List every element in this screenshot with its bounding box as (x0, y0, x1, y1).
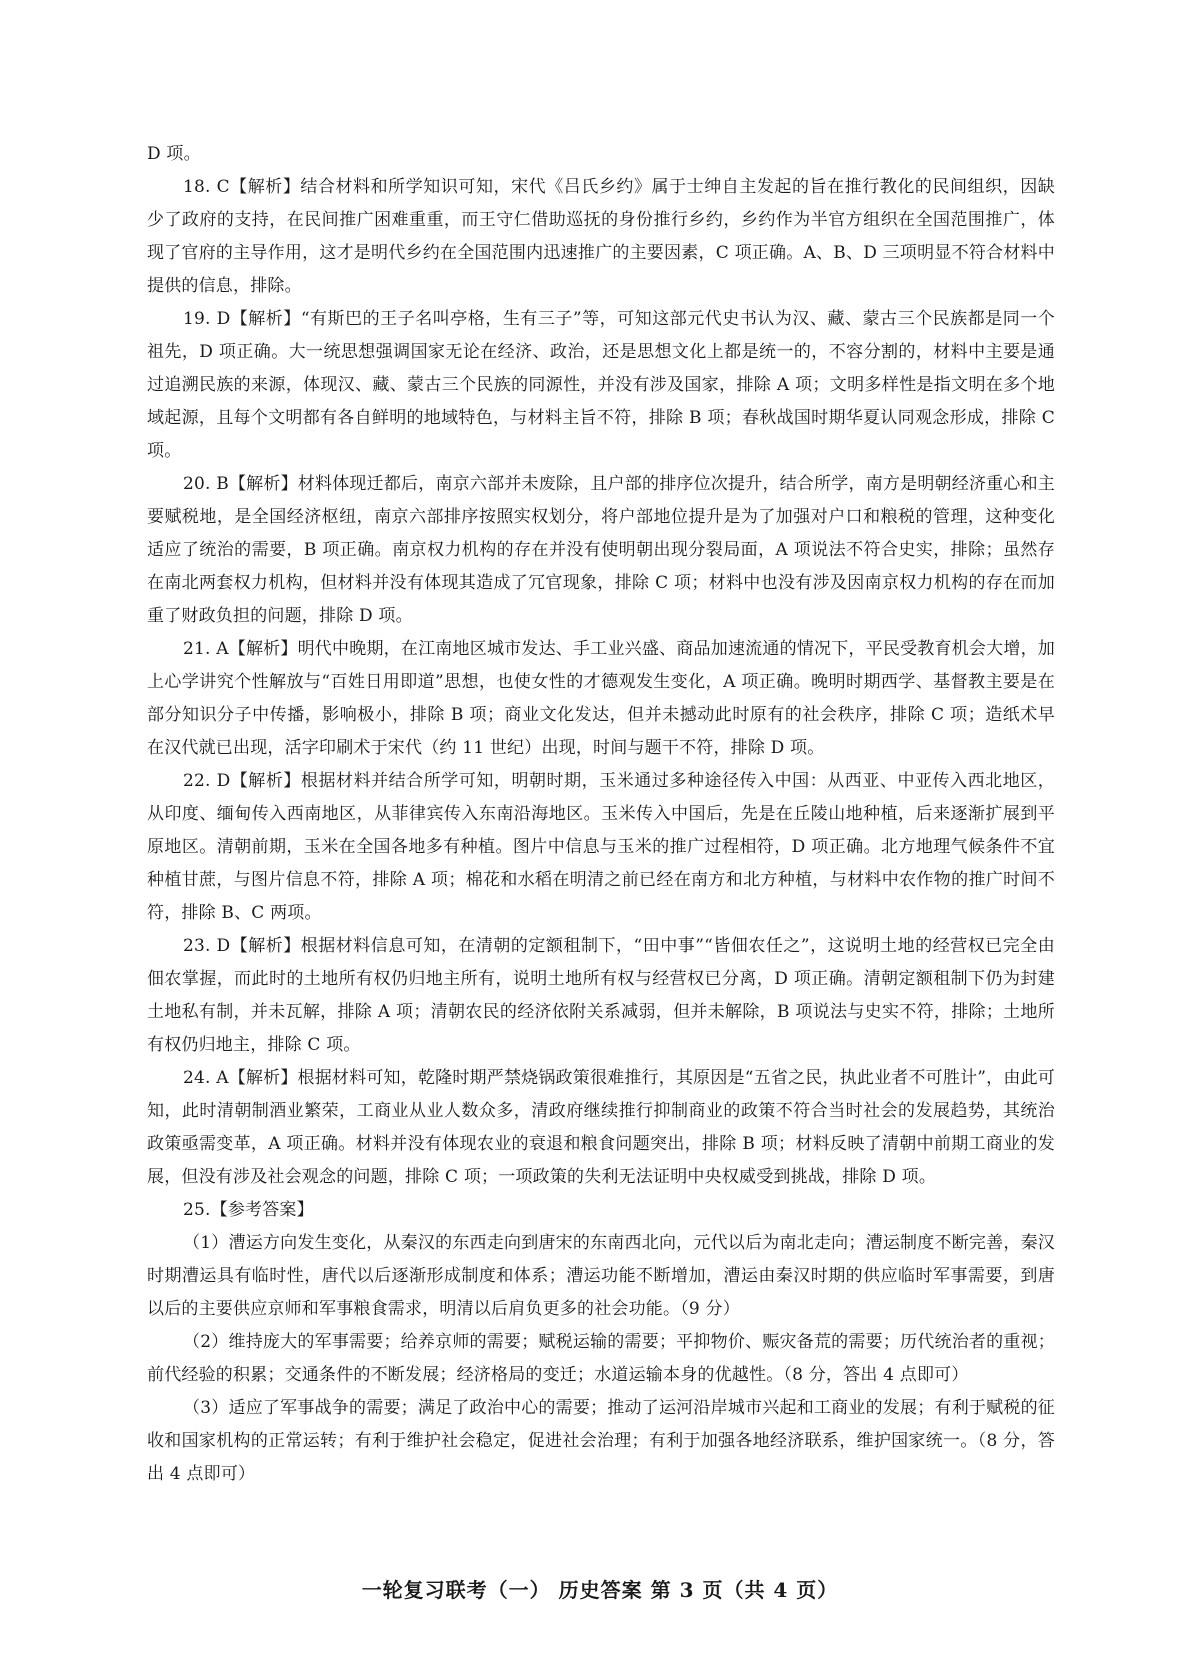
answer-22: 22. D【解析】根据材料并结合所学可知，明朝时期，玉米通过多种途径传入中国：从西亚、中亚传入西北地区，从印度、缅甸传入西南地区，从菲律宾传入东南沿海地区。玉米传入中国后，先是在丘陵山地种植，后来逐渐扩展到平原地区。清朝前期，玉米在全国各地多有种植。图片中信息与玉米的推广过程相符，D 项正确。北方地理气候条件不宜种植甘蔗，与图片信息不符，排除 A 项；棉花和水稻在明清之前已经在南方和北方种植，与材料中农作物的推广时间不符，排除 B、C 两项。 (147, 771, 1055, 923)
paragraph-d-item-tail: D 项。 (147, 144, 201, 164)
answer-20: 20. B【解析】材料体现迁都后，南京六部并未废除，且户部的排序位次提升，结合所学，南方是明朝经济重心和主要赋税地，是全国经济枢纽，南京六部排序按照实权划分，将户部地位提升是为了加强对户口和粮税的管理，这种变化适应了统治的需要，B 项正确。南京权力机构的存在并没有使明朝出现分裂局面，A 项说法不符合史实，排除；虽然存在南北两套权力机构，但材料并没有体现其造成了冗官现象，排除 C 项；材料中也没有涉及因南京权力机构的存在而加重了财政负担的问题，排除 D 项。 (147, 474, 1055, 626)
answer-19: 19. D【解析】“有斯巴的王子名叫亭格，生有三子”等，可知这部元代史书认为汉、藏、蒙古三个民族都是同一个祖先，D 项正确。大一统思想强调国家无论在经济、政治，还是思想文化上都是统一的，不容分割的，材料中主要是通过追溯民族的来源，体现汉、藏、蒙古三个民族的同源性，并没有涉及国家，排除 A 项；文明多样性是指文明在多个地域起源，且每个文明都有各自鲜明的地域特色，与材料主旨不符，排除 B 项；春秋战国时期华夏认同观念形成，排除 C 项。 (147, 309, 1055, 461)
answer-25-part-1: （1）漕运方向发生变化，从秦汉的东西走向到唐宋的东南西北向，元代以后为南北走向；漕运制度不断完善，秦汉时期漕运具有临时性，唐代以后逐渐形成制度和体系；漕运功能不断增加，漕运由秦汉时期的供应临时军事需要，到唐以后的主要供应京师和军事粮食需求，明清以后肩负更多的社会功能。（9 分） (147, 1233, 1055, 1319)
page-footer: 一轮复习联考（一） 历史答案 第 3 页（共 4 页） (361, 1578, 839, 1602)
answer-21: 21. A【解析】明代中晚期，在江南地区城市发达、手工业兴盛、商品加速流通的情况下，平民受教育机会大增，加上心学讲究个性解放与“百姓日用即道”思想，也使女性的才德观发生变化，A 项正确。晚明时期西学、基督教主要是在部分知识分子中传播，影响极小，排除 B 项；商业文化发达，但并未撼动此时原有的社会秩序，排除 C 项；造纸术早在汉代就已出现，活字印刷术于宋代（约 11 世纪）出现，时间与题干不符，排除 D 项。 (147, 639, 1055, 758)
answer-25-heading: 25.【参考答案】 (183, 1200, 314, 1220)
answer-25-part-2: （2）维持庞大的军事需要；给养京师的需要；赋税运输的需要；平抑物价、赈灾备荒的需要；历代统治者的重视；前代经验的积累；交通条件的不断发展；经济格局的变迁；水道运输本身的优越性。（8 分，答出 4 点即可） (147, 1332, 1055, 1385)
answer-18: 18. C【解析】结合材料和所学知识可知，宋代《吕氏乡约》属于士绅自主发起的旨在推行教化的民间组织，因缺少了政府的支持，在民间推广困难重重，而王守仁借助巡抚的身份推行乡约，乡约作为半官方组织在全国范围推广，体现了官府的主导作用，这才是明代乡约在全国范围内迅速推广的主要因素，C 项正确。A、B、D 三项明显不符合材料中提供的信息，排除。 (147, 177, 1055, 296)
answer-24: 24. A【解析】根据材料可知，乾隆时期严禁烧锅政策很难推行，其原因是“五省之民，执此业者不可胜计”，由此可知，此时清朝制酒业繁荣，工商业从业人数众多，清政府继续推行抑制商业的政策不符合当时社会的发展趋势，其统治政策亟需变革，A 项正确。材料并没有体现农业的衰退和粮食问题突出，排除 B 项；材料反映了清朝中前期工商业的发展，但没有涉及社会观念的问题，排除 C 项；一项政策的失利无法证明中央权威受到挑战，排除 D 项。 (147, 1068, 1055, 1187)
document-body (147, 138, 1055, 1491)
answer-25-part-3: （3）适应了军事战争的需要；满足了政治中心的需要；推动了运河沿岸城市兴起和工商业的发展；有利于赋税的征收和国家机构的正常运转；有利于维护社会稳定，促进社会治理；有利于加强各地经济联系，维护国家统一。（8 分，答出 4 点即可） (147, 1398, 1055, 1484)
answer-23: 23. D【解析】根据材料信息可知，在清朝的定额租制下，“田中事”“皆佃农任之”，这说明土地的经营权已完全由佃农掌握，而此时的土地所有权仍归地主所有，说明土地所有权与经营权已分离，D 项正确。清朝定额租制下仍为封建土地私有制，并未瓦解，排除 A 项；清朝农民的经济依附关系减弱，但并未解除，B 项说法与史实不符，排除；土地所有权仍归地主，排除 C 项。 (147, 936, 1055, 1055)
